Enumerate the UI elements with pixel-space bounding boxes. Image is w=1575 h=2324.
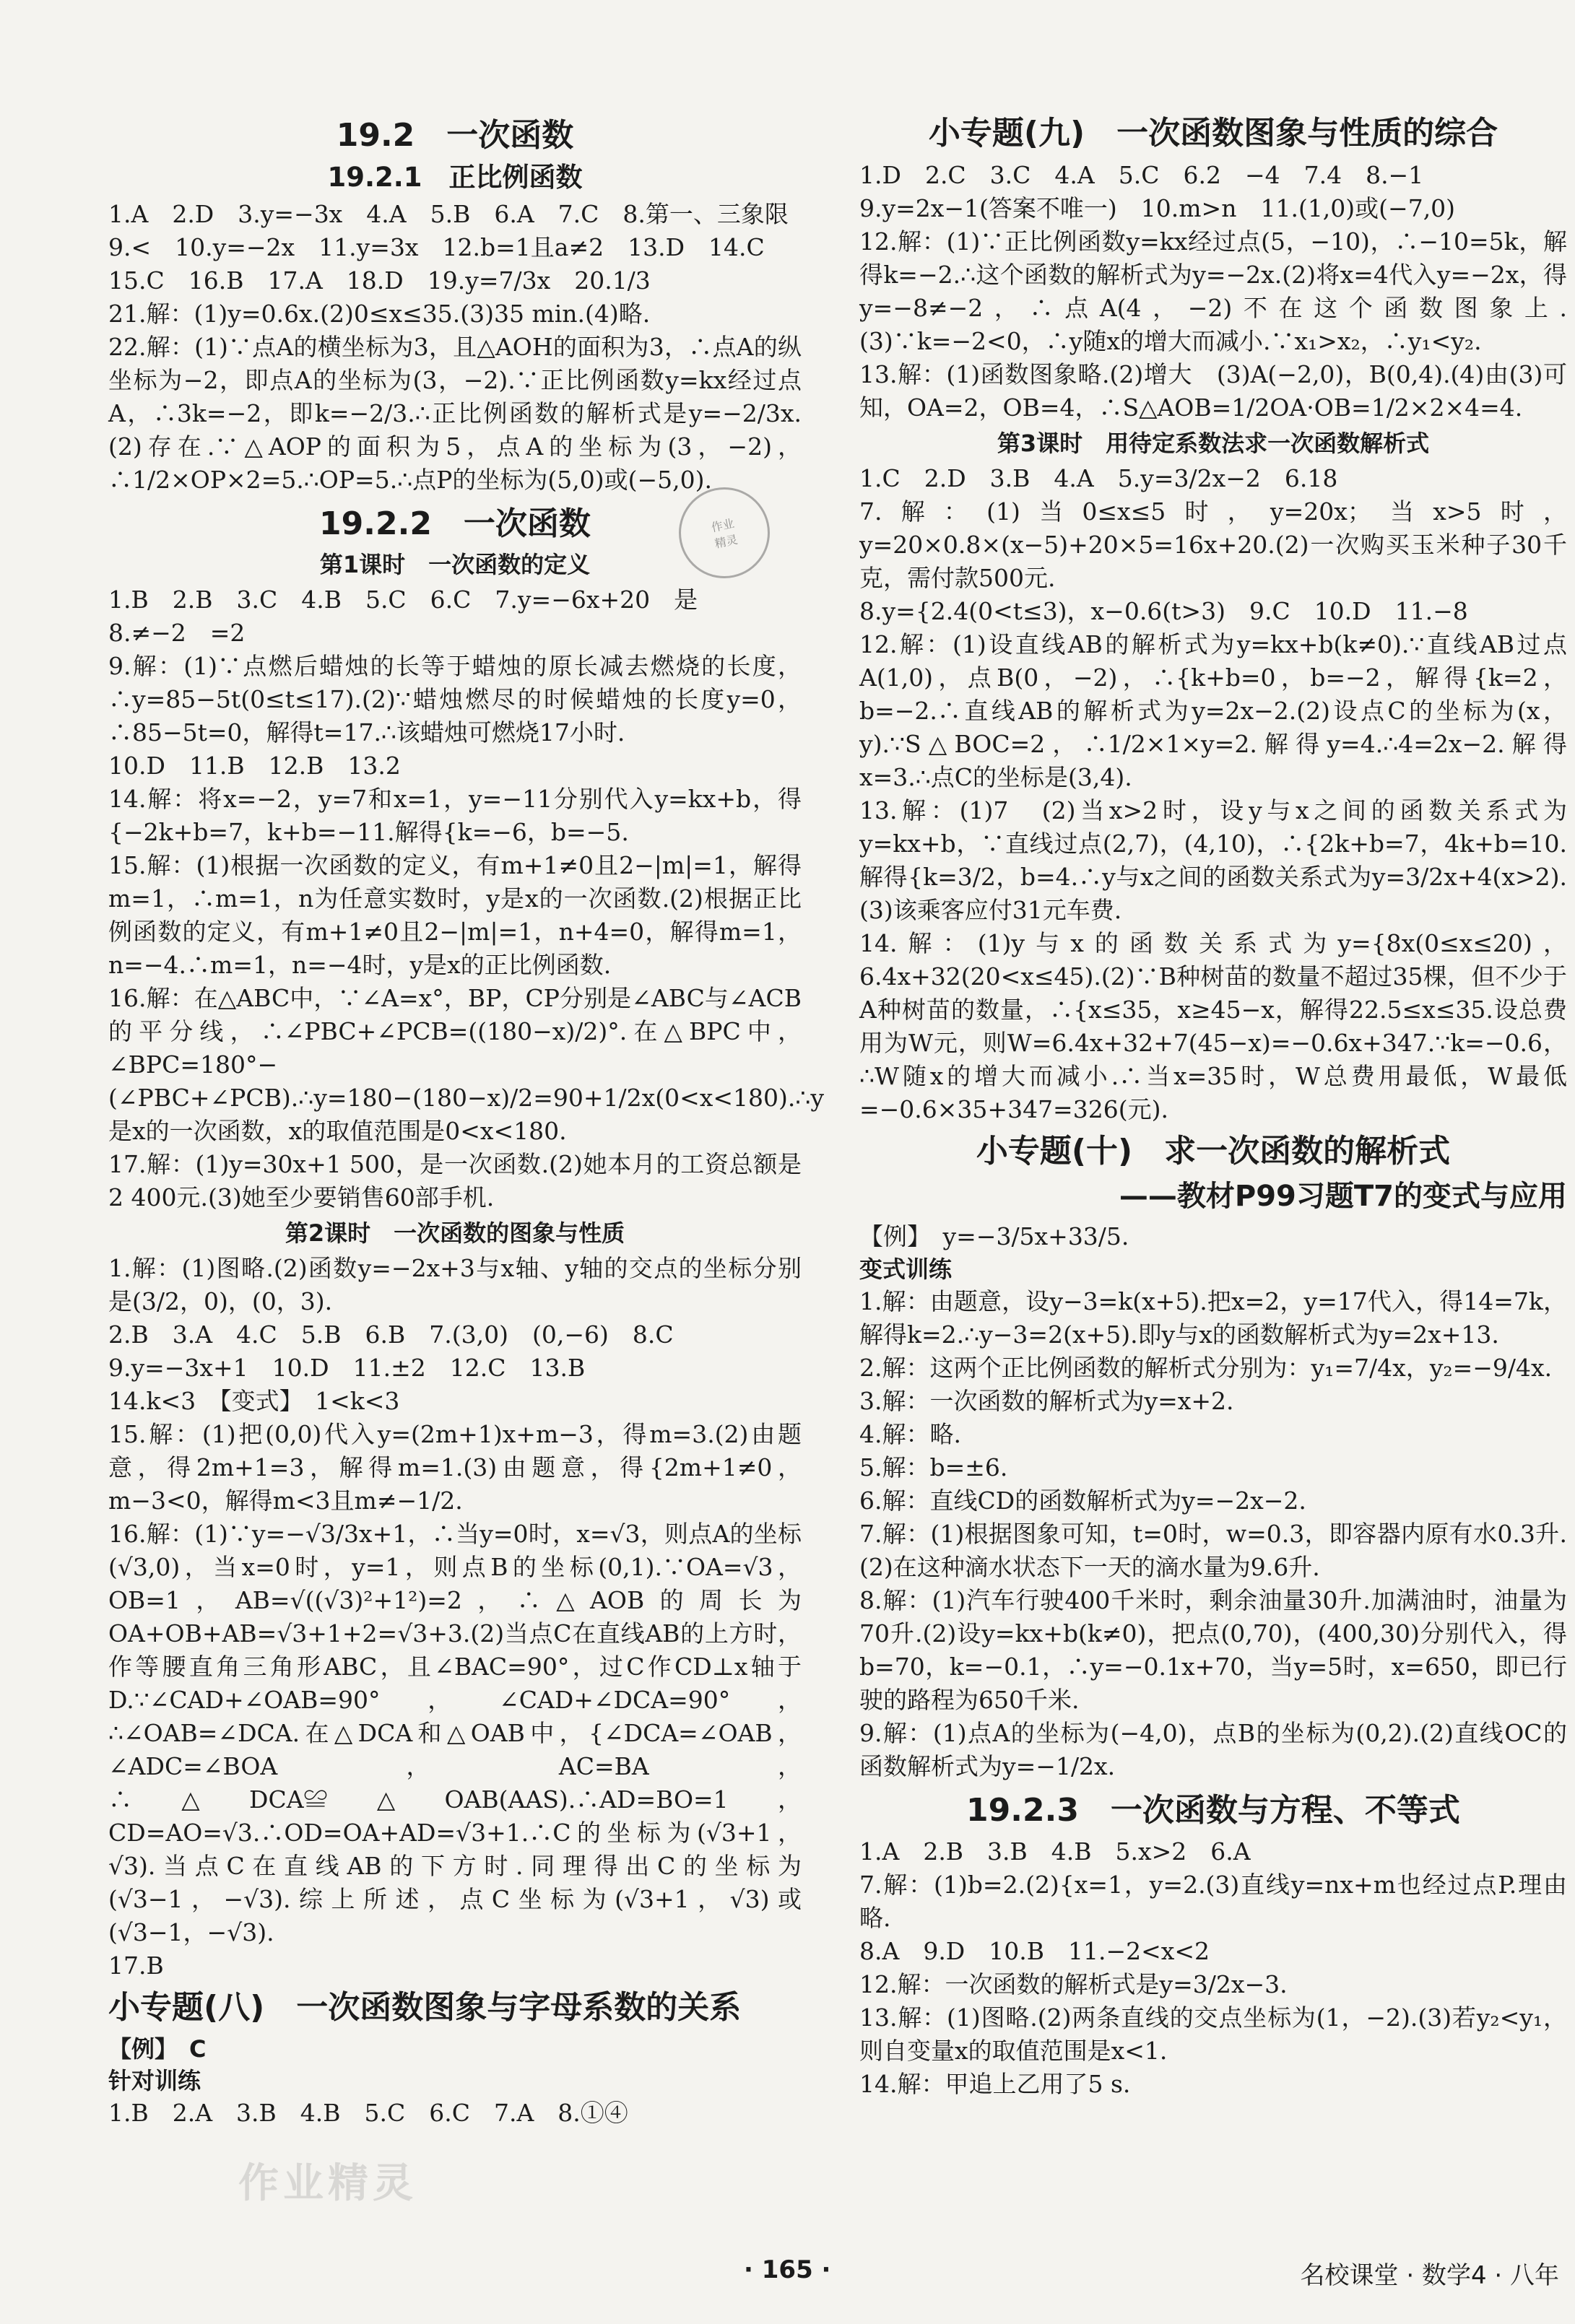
answer-line: 16.解：(1)∵y=−√3/3x+1，∴当y=0时，x=√3，则点A的坐标(√3,0)，当x=0时，y=1，则点B的坐标(0,1).∵OA=√3，OB=1，AB=√((√3)²+1²)=2，∴△AOB的周长为OA+OB+AB=√3+1+2=√3+3.(2)当点C在直线AB的上方时，作等腰直角三角形ABC，且∠BAC=90°，过C作CD⊥x轴于D.∵∠CAD+∠OAB=90°，∠CAD+∠DCA=90°，∴∠OAB=∠DCA.在△DCA和△OAB中，{∠DCA=∠OAB，∠ADC=∠BOA，AC=BA，∴△DCA≌△OAB(AAS).∴AD=BO=1，CD=AO=√3.∴OD=OA+AD=√3+1.∴C的坐标为(√3+1，√3).当点C在直线AB的下方时.同理得出C的坐标为(√3−1，−√3).综上所述，点C坐标为(√3+1，√3)或(√3−1，−√3). [108,1520,802,1946]
answer-line: 12.解：一次函数的解析式是y=3/2x−3. [859,1970,1288,1998]
answer-line: 21.解：(1)y=0.6x.(2)0≤x≤35.(3)35 min.(4)略. [108,300,651,328]
topic-10-title: 小专题(十) 求一次函数的解析式 [976,1133,1451,1170]
answer-line: 22.解：(1)∵点A的横坐标为3，且△AOH的面积为3，∴点A的纵坐标为−2，即点A的坐标为(3，−2).∵正比例函数y=kx经过点A，∴3k=−2，即k=−2/3.∴正比例函数的解析式是y=−2/3x.(2)存在.∵△AOP的面积为5，点A的坐标为(3，−2)，∴1/2×OP×2=5.∴OP=5.∴点P的坐标为(5,0)或(−5,0). [108,333,802,494]
answer-line: 7.解：(1)b=2.(2){x=1，y=2.(3)直线y=nx+m也经过点P.理由略. [859,1871,1567,1932]
answer-line: 1.A 2.B 3.B 4.B 5.x>2 6.A [859,1837,1251,1866]
answer-line: 16.解：在△ABC中，∵∠A=x°，BP，CP分别是∠ABC与∠ACB的平分线，∴∠PBC+∠PCB=((180−x)/2)°.在△BPC中，∠BPC=180°−(∠PBC+∠PCB).∴y=180−(180−x)/2=90+1/2x(0<x<180).∴y是x的一次函数，x的取值范围是0<x<180. [108,984,825,1145]
answer-line: 8.y={2.4(0<t≤3)，x−0.6(t>3) 9.C 10.D 11.−8 [859,597,1468,625]
answer-line: 15.解：(1)把(0,0)代入y=(2m+1)x+m−3，得m=3.(2)由题意，得2m+1=3，解得m=1.(3)由题意，得{2m+1≠0，m−3<0，解得m<3且m≠−1/2. [108,1420,802,1515]
example-line: 【例】 y=−3/5x+33/5. [859,1222,1129,1250]
section-title-19-2: 19.2 一次函数 [336,117,574,154]
answer-line: 1.B 2.B 3.C 4.B 5.C 6.C 7.y=−6x+20 是 [108,586,698,614]
answer-line: 14.解：(1)y与x的函数关系式为y={8x(0≤x≤20)，6.4x+32(20<x≤45).(2)∵B种树苗的数量不超过35棵，但不少于A种树苗的数量，∴{x≤35，x≥45−x，解得22.5≤x≤35.设总费用为W元，则W=6.4x+32+7(45−x)=−0.6x+347.∵k=−0.6，∴W随x的增大而减小.∴当x=35时，W总费用最低，W最低=−0.6×35+347=326(元). [859,929,1567,1123]
lesson-2-title: 第2课时 一次函数的图象与性质 [285,1219,625,1247]
answer-line: 9.< 10.y=−2x 11.y=3x 12.b=1且a≠2 13.D 14.C [108,233,765,261]
answer-line: 12.解：(1)∵正比例函数y=kx经过点(5，−10)，∴−10=5k，解得k=−2.∴这个函数的解析式为y=−2x.(2)将x=4代入y=−2x，得y=−8≠−2，∴点A(4，−2)不在这个函数图象上.(3)∵k=−2<0，∴y随x的增大而减小.∵x₁>x₂，∴y₁<y₂. [859,227,1567,355]
answer-line: 17.B [108,1951,164,1980]
answer-line: 7.解：(1)当0≤x≤5时，y=20x；当x>5时，y=20×0.8×(x−5)+20×5=16x+20.(2)一次购买玉米种子30千克，需付款500元. [859,497,1567,592]
answer-line: 1.解：由题意，设y−3=k(x+5).把x=2，y=17代入，得14=7k，解得k=2.∴y−3=2(x+5).即y与x的函数解析式为y=2x+13. [859,1287,1567,1349]
answer-line: 15.C 16.B 17.A 18.D 19.y=7/3x 20.1/3 [108,266,651,295]
answer-line: 4.解：略. [859,1420,961,1448]
answer-line: 17.解：(1)y=30x+1 500，是一次函数.(2)她本月的工资总额是2 400元.(3)她至少要销售60部手机. [108,1150,802,1211]
answer-line: 13.解：(1)图略.(2)两条直线的交点坐标为(1，−2).(3)若y₂<y₁，则自变量x的取值范围是x<1. [859,2003,1567,2065]
section-subtitle-19-2-1: 19.2.1 正比例函数 [327,162,583,193]
watermark: 作业精灵 [238,2160,417,2207]
variant-training-label: 变式训练 [859,1255,953,1283]
right-column [859,108,1567,2101]
answer-line: 12.解：(1)设直线AB的解析式为y=kx+b(k≠0).∵直线AB过点A(1,0)，点B(0，−2)，∴{k+b=0，b=−2，解得{k=2，b=−2.∴直线AB的解析式为y=2x−2.(2)设点C的坐标为(x，y).∵S△BOC=2，∴1/2×1×y=2.解得y=4.∴4=2x−2.解得x=3.∴点C的坐标是(3,4). [859,630,1567,791]
answer-line: 1.解：(1)图略.(2)函数y=−2x+3与x轴、y轴的交点的坐标分别是(3/2，0)，(0，3). [108,1254,802,1315]
answers-lesson-3 [859,462,1567,1126]
answers-19-2-1 [108,198,802,497]
answer-line: 14.解：将x=−2，y=7和x=1，y=−11分别代入y=kx+b，得{−2k+b=7，k+b=−11.解得{k=−6，b=−5. [108,785,802,846]
training-label: 针对训练 [108,2067,201,2094]
page-number: · 165 · [744,2255,831,2284]
answer-line: 2.B 3.A 4.C 5.B 6.B 7.(3,0) (0,−6) 8.C [108,1320,674,1349]
topic-8-title: 小专题(八) 一次函数图象与字母系数的关系 [108,1989,742,2026]
example-answer: 【例】 C [108,2035,207,2063]
section-title-19-2-2: 19.2.2 一次函数 [319,505,591,542]
answer-line: 3.解：一次函数的解析式为y=x+2. [859,1387,1234,1415]
answer-line: 2.解：这两个正比例函数的解析式分别为：y₁=7/4x，y₂=−9/4x. [859,1354,1553,1382]
book-series-label: 名校课堂 · 数学4 · 八年 [1300,2261,1559,2290]
answer-line: 1.C 2.D 3.B 4.A 5.y=3/2x−2 6.18 [859,464,1338,492]
answer-line: 6.解：直线CD的函数解析式为y=−2x−2. [859,1487,1306,1515]
answers-topic-10 [859,1285,1567,1783]
answer-line: 13.解：(1)函数图象略.(2)增大 (3)A(−2,0)，B(0,4).(4)由(3)可知，OA=2，OB=4，∴S△AOB=1/2OA·OB=1/2×2×4=4. [859,360,1567,422]
answers-lesson-1 [108,583,825,1214]
topic-10-subtitle: ——教材P99习题T7的变式与应用 [1119,1180,1567,1213]
answer-line: 10.D 11.B 12.B 13.2 [108,752,401,780]
answer-line: 1.D 2.C 3.C 4.A 5.C 6.2 −4 7.4 8.−1 [859,161,1424,189]
left-column [108,108,825,2130]
answer-line: 5.解：b=±6. [859,1453,1008,1481]
section-title-19-2-3: 19.2.3 一次函数与方程、不等式 [966,1792,1460,1829]
lesson-3-title: 第3课时 用待定系数法求一次函数解析式 [997,430,1430,457]
lesson-1-title: 第1课时 一次函数的定义 [319,551,591,578]
answer-line: 9.解：(1)点A的坐标为(−4,0)，点B的坐标为(0,2).(2)直线OC的函数解析式为y=−1/2x. [859,1719,1567,1780]
answer-line: 9.解：(1)∵点燃后蜡烛的长等于蜡烛的原长减去燃烧的长度，∴y=85−5t(0≤t≤17).(2)∵蜡烛燃尽的时候蜡烛的长度y=0，∴85−5t=0，解得t=17.∴该蜡烛可燃烧17小时. [108,652,802,747]
answer-line: 1.A 2.D 3.y=−3x 4.A 5.B 6.A 7.C 8.第一、三象限 [108,200,789,228]
answer-line: 8.A 9.D 10.B 11.−2<x<2 [859,1937,1210,1965]
answer-line: 7.解：(1)根据图象可知，t=0时，w=0.3，即容器内原有水0.3升.(2)在这种滴水状态下一天的滴水量为9.6升. [859,1520,1567,1581]
topic-9-title: 小专题(九) 一次函数图象与性质的综合 [928,115,1498,152]
answer-line: 8.解：(1)汽车行驶400千米时，剩余油量30升.加满油时，油量为70升.(2)设y=kx+b(k≠0)，把点(0,70)，(400,30)分别代入，得b=70，k=−0.1，∴y=−0.1x+70，当y=5时，x=650，即已行驶的路程为650千米. [859,1586,1567,1714]
answer-line: 1.B 2.A 3.B 4.B 5.C 6.C 7.A 8.①④ [108,2099,628,2127]
answers-19-2-3 [859,1835,1567,2101]
answer-line: 14.k<3 【变式】 1<k<3 [108,1387,400,1415]
answer-line: 9.y=2x−1(答案不唯一) 10.m>n 11.(1,0)或(−7,0) [859,194,1456,222]
answer-line: 9.y=−3x+1 10.D 11.±2 12.C 13.B [108,1354,586,1382]
answer-line: 15.解：(1)根据一次函数的定义，有m+1≠0且2−|m|=1，解得m=1，∴m=1，n为任意实数时，y是x的一次函数.(2)根据正比例函数的定义，有m+1≠0且2−|m|=1，n+4=0，解得m=1，n=−4.∴m=1，n=−4时，y是x的正比例函数. [108,851,802,979]
answer-line: 14.解：甲追上乙用了5 s. [859,2070,1131,2098]
answers-lesson-2 [108,1252,802,1983]
answer-line: 8.≠−2 =2 [108,619,246,647]
answer-line: 13.解：(1)7 (2)当x>2时，设y与x之间的函数关系式为y=kx+b，∵直线过点(2,7)，(4,10)，∴{2k+b=7，4k+b=10.解得{k=3/2，b=4.∴y与x之间的函数关系式为y=3/2x+4(x>2).(3)该乘客应付31元车费. [859,796,1567,924]
answers-topic-8 [108,2097,802,2130]
answers-topic-9 [859,159,1567,425]
stamp-seal: 作业 精灵 [670,479,778,586]
